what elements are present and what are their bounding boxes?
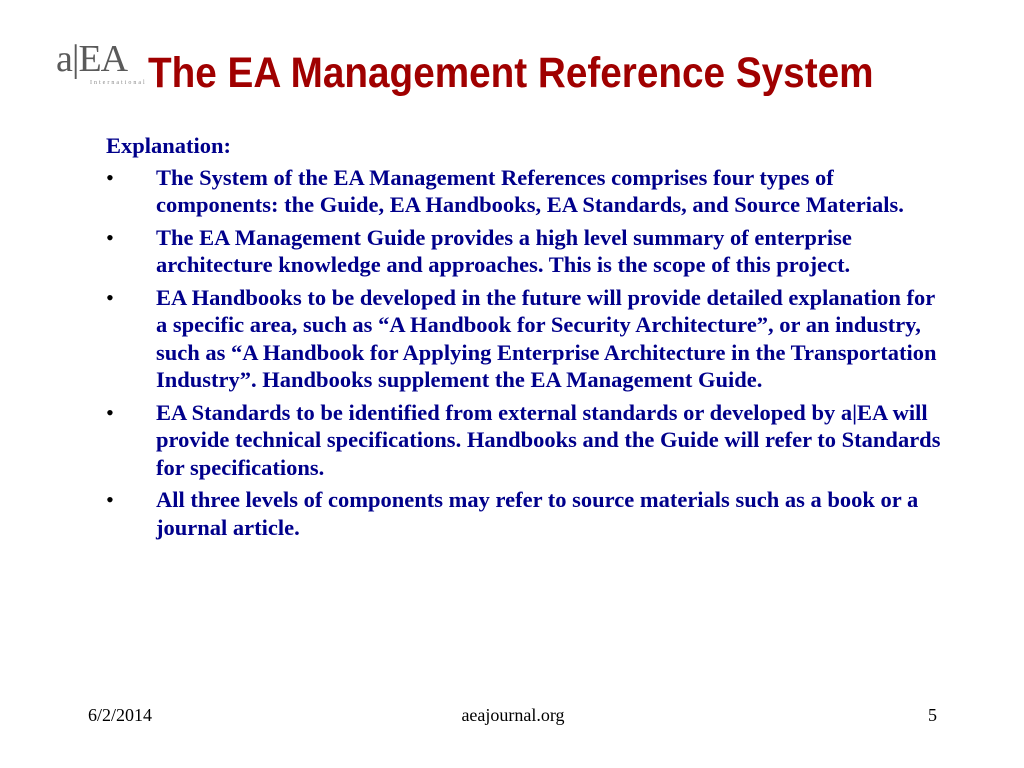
bullet-icon: • — [106, 164, 114, 190]
bullet-icon: • — [106, 224, 114, 250]
bullet-list — [106, 164, 946, 542]
bullet-icon: • — [106, 487, 114, 512]
logo-subtext: International — [90, 80, 147, 86]
bullet-text: The EA Management Guide provides a high level summary of enterprise architecture knowledge and approaches. This is the scope of this project. — [156, 224, 852, 277]
bullet-item — [106, 486, 946, 541]
explanation-heading: Explanation: — [106, 133, 232, 158]
bullet-icon: • — [106, 399, 114, 425]
logo-text: a|EA — [56, 38, 128, 80]
footer-site: aeajournal.org — [461, 705, 565, 725]
slide-title: The EA Management Reference System — [148, 49, 874, 97]
bullet-text: EA Standards to be identified from external standards or developed by a|EA will provide technical specifications. Handbooks and the Guide will refer to Standards for specifications. — [156, 399, 941, 480]
slide-content — [106, 132, 946, 546]
bullet-text: All three levels of components may refer to source materials such as a book or a journal article. — [156, 487, 919, 540]
aea-logo — [56, 38, 156, 90]
footer-date: 6/2/2014 — [88, 705, 153, 725]
bullet-item — [106, 399, 946, 482]
bullet-text: EA Handbooks to be developed in the future will provide detailed explanation for a specific area, such as “A Handbook for Security Architecture”, or an industry, such as “A Handbook for Applying Enterprise Architecture in the Transportation Industry”. Handbooks supplement the EA Management Guide. — [156, 284, 937, 392]
bullet-item — [106, 224, 946, 279]
bullet-text: The System of the EA Management References comprises four types of components: the Guide, EA Handbooks, EA Standards, and Source Materials. — [156, 164, 904, 217]
page-number: 5 — [928, 705, 937, 725]
bullet-item — [106, 164, 946, 219]
bullet-icon: • — [106, 284, 114, 310]
bullet-item — [106, 284, 946, 394]
